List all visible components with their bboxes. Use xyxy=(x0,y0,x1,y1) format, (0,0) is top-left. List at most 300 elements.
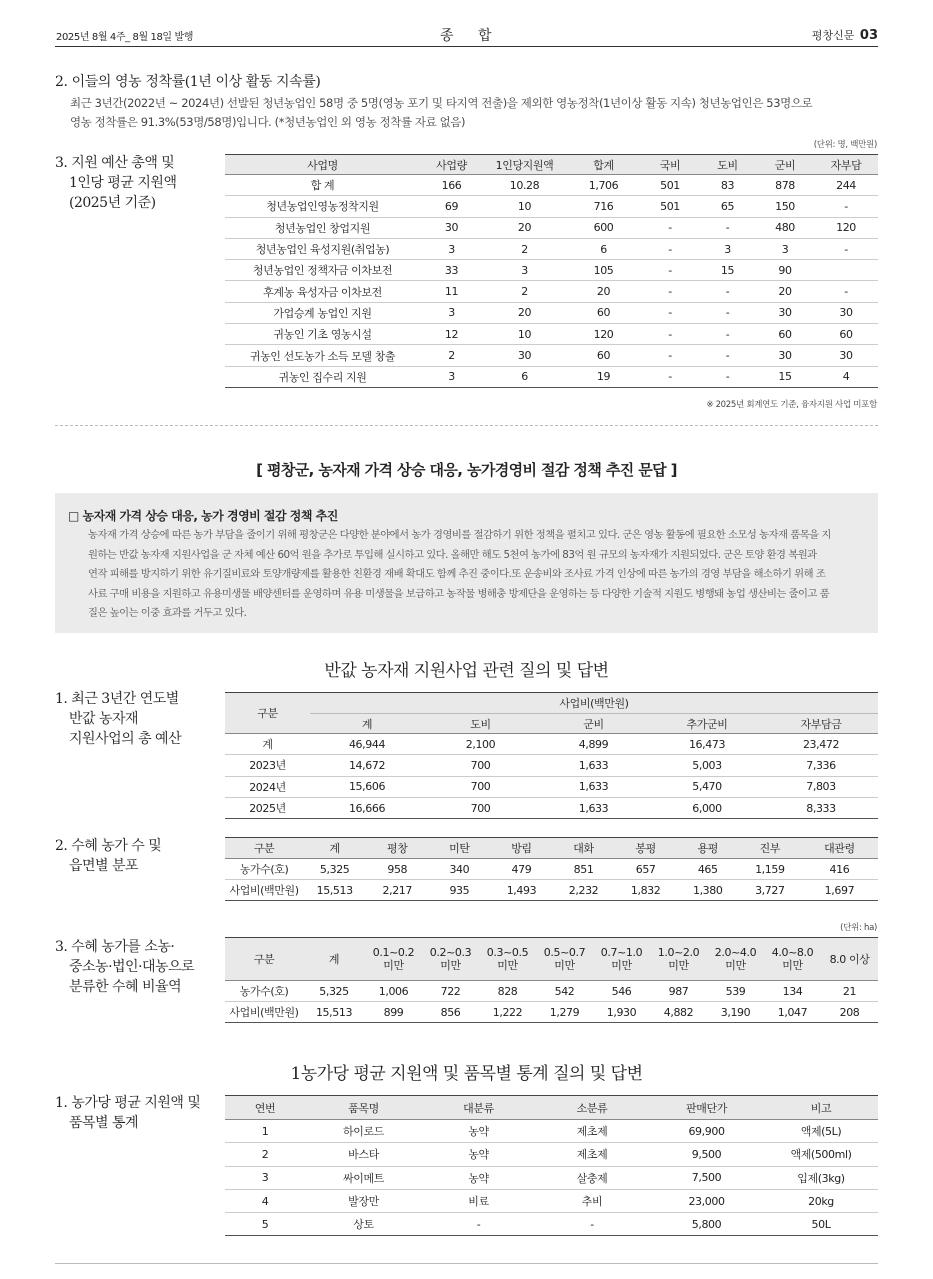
table-cell: 6 xyxy=(566,238,641,259)
column-header-line: 미만 xyxy=(611,959,632,972)
table-cell: - xyxy=(641,302,699,323)
table-row xyxy=(225,217,878,238)
settlement-rate-paragraph xyxy=(70,94,885,132)
table-cell: 60 xyxy=(756,324,814,345)
table-cell: 8,333 xyxy=(764,797,878,818)
table-cell: - xyxy=(699,302,756,323)
table-cell: 1,279 xyxy=(536,1002,593,1023)
table-cell: 5,003 xyxy=(650,755,764,776)
table-cell: 3 xyxy=(483,260,566,281)
column-header: 자부담 xyxy=(814,155,878,175)
table-cell: 700 xyxy=(424,797,537,818)
column-header: 도비 xyxy=(699,155,756,175)
column-header: 군비 xyxy=(537,714,650,734)
table-cell: 하이로드 xyxy=(305,1120,422,1143)
column-header: 1인당지원액 xyxy=(483,155,566,175)
table-cell: 208 xyxy=(821,1002,878,1023)
column-header xyxy=(593,938,650,981)
table-cell: 입제(3kg) xyxy=(764,1166,878,1189)
qa-banner-title: [ 평창군, 농자재 가격 상승 대응, 농가경영비 절감 정책 추진 문답 ] xyxy=(256,461,677,479)
question-line: (2025년 기준) xyxy=(69,195,156,211)
table-cell: 2023년 xyxy=(225,755,310,776)
column-header: 사업량 xyxy=(420,155,483,175)
table-row xyxy=(225,981,878,1002)
summary-line: 연작 피해를 방지하기 위한 유기질비료와 토양개량제를 활용한 친환경 재배 확대도 함께 추진 중이다.또 운송비와 조사료 가격 인상에 따른 농가의 경영 부담을 해소하기 위해 조 xyxy=(88,568,826,580)
table-row xyxy=(225,345,878,366)
table-row xyxy=(225,734,878,755)
budget-table xyxy=(225,154,878,388)
table-cell: 60 xyxy=(566,345,641,366)
table-cell: 싸이메트 xyxy=(305,1166,422,1189)
table-cell: 액제(500ml) xyxy=(764,1143,878,1166)
question-line: 3. 지원 예산 총액 및 xyxy=(55,155,175,171)
table-cell: 657 xyxy=(615,859,677,880)
column-header: 자부담금 xyxy=(764,714,878,734)
table-cell: 50L xyxy=(764,1213,878,1236)
column-group-header: 사업비(백만원) xyxy=(310,693,878,714)
question-line: 2. 수혜 농가 수 및 xyxy=(55,838,162,854)
question-beneficiary-count xyxy=(55,836,161,876)
question-line: 1. 농가당 평균 지원액 및 xyxy=(55,1095,201,1111)
column-header: 사업명 xyxy=(225,155,420,175)
table-cell: 5,800 xyxy=(649,1213,764,1236)
table-cell: 농약 xyxy=(422,1120,535,1143)
table-cell: 11 xyxy=(420,281,483,302)
table-row xyxy=(225,1120,878,1143)
table-row xyxy=(225,281,878,302)
table-cell: 가업승계 농업인 지원 xyxy=(225,302,420,323)
table-cell: 416 xyxy=(801,859,878,880)
table-cell: 166 xyxy=(420,175,483,196)
table-cell: 120 xyxy=(814,217,878,238)
table-cell: 청년농업인 정책자금 이차보전 xyxy=(225,260,420,281)
table-cell: 479 xyxy=(490,859,552,880)
table-cell: 120 xyxy=(566,324,641,345)
table-cell: - xyxy=(814,238,878,259)
question-line: 3. 수혜 농가를 소농· xyxy=(55,939,175,955)
table-cell: 1,930 xyxy=(593,1002,650,1023)
column-header xyxy=(650,938,707,981)
table-cell: 856 xyxy=(422,1002,479,1023)
table-row xyxy=(225,324,878,345)
column-header: 대관령 xyxy=(801,838,878,859)
farm-size-table xyxy=(225,937,878,1023)
table-cell: 2 xyxy=(483,238,566,259)
question-budget-by-year xyxy=(55,689,181,749)
table-cell: 1,493 xyxy=(490,880,552,901)
table-row xyxy=(225,366,878,387)
table-cell: 4,882 xyxy=(650,1002,707,1023)
table-cell: 700 xyxy=(424,776,537,797)
table-cell: 5,325 xyxy=(303,981,365,1002)
table-cell: 귀농인 선도농가 소득 모델 창출 xyxy=(225,345,420,366)
table-cell: 농가수(호) xyxy=(225,981,303,1002)
table-cell: 농가수(호) xyxy=(225,859,303,880)
policy-summary-title: □ 농자재 가격 상승 대응, 농가 경영비 절감 정책 추진 xyxy=(68,509,338,523)
column-header: 연번 xyxy=(225,1096,305,1120)
column-header xyxy=(365,938,422,981)
table-cell: 바스타 xyxy=(305,1143,422,1166)
table-cell: 1,633 xyxy=(537,776,650,797)
table-cell: 15 xyxy=(699,260,756,281)
table-cell: 851 xyxy=(552,859,614,880)
table-cell: 1,380 xyxy=(677,880,739,901)
table-cell: - xyxy=(699,281,756,302)
column-header-line: 계 xyxy=(328,952,340,966)
table-cell: 1,832 xyxy=(615,880,677,901)
table-cell: 추비 xyxy=(535,1189,649,1212)
table-cell: 10.28 xyxy=(483,175,566,196)
column-header: 구분 xyxy=(225,693,310,734)
table-cell: 9,500 xyxy=(649,1143,764,1166)
table-cell: 10 xyxy=(483,196,566,217)
table-cell: 244 xyxy=(814,175,878,196)
table-cell: 20 xyxy=(483,217,566,238)
column-header-line: 8.0 이상 xyxy=(829,952,870,966)
table-cell: 65 xyxy=(699,196,756,217)
column-header: 대화 xyxy=(552,838,614,859)
table-cell: 2,100 xyxy=(424,734,537,755)
table-cell: 1 xyxy=(225,1120,305,1143)
table-cell: 60 xyxy=(566,302,641,323)
paper-masthead xyxy=(812,27,878,43)
column-header: 국비 xyxy=(641,155,699,175)
column-header-line: 미만 xyxy=(668,959,689,972)
table-cell: 4 xyxy=(225,1189,305,1212)
table-cell: 2025년 xyxy=(225,797,310,818)
column-header-line: 0.5~0.7 xyxy=(543,946,586,959)
table-cell: 465 xyxy=(677,859,739,880)
table-cell: 700 xyxy=(424,755,537,776)
table-cell: - xyxy=(641,345,699,366)
table-cell: 계 xyxy=(225,734,310,755)
table-cell: 귀농인 기초 영농시설 xyxy=(225,324,420,345)
table-cell: 3 xyxy=(420,366,483,387)
column-header: 품목명 xyxy=(305,1096,422,1120)
table-cell: - xyxy=(699,366,756,387)
table-cell: 3 xyxy=(420,238,483,259)
column-header-line: 2.0~4.0 xyxy=(714,946,757,959)
table-cell: 2,217 xyxy=(366,880,428,901)
column-header-line: 미만 xyxy=(440,959,461,972)
table-row xyxy=(225,776,878,797)
table-cell: 987 xyxy=(650,981,707,1002)
table-cell: 농약 xyxy=(422,1143,535,1166)
table-row xyxy=(225,1166,878,1189)
column-header-line: 0.3~0.5 xyxy=(486,946,529,959)
table-cell: 2,232 xyxy=(552,880,614,901)
table-cell: 716 xyxy=(566,196,641,217)
table-cell: 6,000 xyxy=(650,797,764,818)
column-header-line: 4.0~8.0 xyxy=(771,946,814,959)
table-cell: 3 xyxy=(756,238,814,259)
table-cell: 935 xyxy=(428,880,490,901)
column-header: 봉평 xyxy=(615,838,677,859)
table-row xyxy=(225,1002,878,1023)
table-cell: 21 xyxy=(821,981,878,1002)
table-cell: - xyxy=(422,1213,535,1236)
table-cell: 20 xyxy=(756,281,814,302)
column-header xyxy=(707,938,764,981)
table-row xyxy=(225,302,878,323)
section-divider xyxy=(55,425,878,426)
qa-heading-half-price: 반값 농자재 지원사업 관련 질의 및 답변 xyxy=(324,661,609,681)
table-cell: 농약 xyxy=(422,1166,535,1189)
table-cell: 480 xyxy=(756,217,814,238)
table-cell: 1,006 xyxy=(365,981,422,1002)
table-cell: 4,899 xyxy=(537,734,650,755)
table-cell: 20 xyxy=(566,281,641,302)
table-cell: 청년농업인 육성지원(취업농) xyxy=(225,238,420,259)
summary-line: 원하는 반값 농자재 지원사업을 군 자체 예산 60억 원을 추가로 투입해 실시하고 있다. 올해만 해도 5천여 농가에 83억 원 규모의 농자재가 지원되었다. 군은 토양 환경 복원과 xyxy=(88,548,817,561)
paragraph-line: 최근 3년간(2022년 ~ 2024년) 선발된 청년농업인 58명 중 5명(영농 포기 및 타지역 전출)을 제외한 영농정착(1년이상 활동 지속) 청년농업인은 53명으로 xyxy=(70,96,813,110)
table-cell: 14,672 xyxy=(310,755,424,776)
paragraph-line: 영농 정착률은 91.3%(53명/58명)입니다. (*청년농업인 외 영농 정착률 자료 없음) xyxy=(70,115,466,129)
table-cell: 878 xyxy=(756,175,814,196)
table-cell: - xyxy=(814,281,878,302)
column-header: 진부 xyxy=(739,838,801,859)
table-cell: 7,803 xyxy=(764,776,878,797)
table-cell: 546 xyxy=(593,981,650,1002)
beneficiary-by-town-table xyxy=(225,837,878,901)
table-cell: 30 xyxy=(483,345,566,366)
table-cell: 1,697 xyxy=(801,880,878,901)
column-header xyxy=(422,938,479,981)
header-rule xyxy=(55,46,878,47)
table-cell: 발장만 xyxy=(305,1189,422,1212)
section-name: 종 합 xyxy=(440,28,502,44)
column-header: 계 xyxy=(310,714,424,734)
table-cell: 4 xyxy=(814,366,878,387)
table-cell: - xyxy=(699,345,756,366)
table-row xyxy=(225,1213,878,1236)
table-cell: 23,000 xyxy=(649,1189,764,1212)
summary-line: 질은 높이는 이중 효과를 거두고 있다. xyxy=(88,607,247,619)
table-cell: 340 xyxy=(428,859,490,880)
table-cell: 46,944 xyxy=(310,734,424,755)
paper-name: 평창신문 xyxy=(811,29,855,42)
issue-date: 2025년 8월 4주_ 8월 18일 발행 xyxy=(56,32,193,43)
column-header-line: 미만 xyxy=(782,959,803,972)
column-header-line: 미만 xyxy=(554,959,575,972)
table-cell: 1,047 xyxy=(764,1002,821,1023)
table-cell: - xyxy=(699,217,756,238)
table-cell: 542 xyxy=(536,981,593,1002)
table-cell: - xyxy=(641,260,699,281)
table-cell: 30 xyxy=(814,345,878,366)
table-row xyxy=(225,880,878,901)
column-header: 미탄 xyxy=(428,838,490,859)
column-header-line: 미만 xyxy=(497,959,518,972)
unit-label: (단위: 명, 백만원) xyxy=(813,140,877,150)
table-cell: 19 xyxy=(566,366,641,387)
table-cell: 958 xyxy=(366,859,428,880)
qa-heading-per-farm: 1농가당 평균 지원액 및 품목별 통계 질의 및 답변 xyxy=(290,1064,643,1084)
table-cell: 15 xyxy=(756,366,814,387)
table-cell: 60 xyxy=(814,324,878,345)
column-header: 용평 xyxy=(677,838,739,859)
table-cell: - xyxy=(641,281,699,302)
table-row xyxy=(225,859,878,880)
table-note: ※ 2025년 회계연도 기준, 융자지원 사업 미포함 xyxy=(706,400,877,410)
column-header xyxy=(764,938,821,981)
column-header: 추가군비 xyxy=(650,714,764,734)
table-cell: 2 xyxy=(420,345,483,366)
table-cell: 상토 xyxy=(305,1213,422,1236)
table-cell: - xyxy=(699,324,756,345)
settlement-rate-title: 2. 이들의 영농 정착률(1년 이상 활동 지속률) xyxy=(55,74,321,90)
column-header: 계 xyxy=(303,838,366,859)
column-header: 평창 xyxy=(366,838,428,859)
table-cell: - xyxy=(641,324,699,345)
table-header-row xyxy=(225,155,878,175)
question-line: 분류한 수혜 비율역 xyxy=(69,979,182,995)
table-row xyxy=(225,238,878,259)
column-header: 구분 xyxy=(225,838,303,859)
table-cell: 7,336 xyxy=(764,755,878,776)
page-number: 03 xyxy=(859,28,878,43)
table-row xyxy=(225,260,878,281)
table-cell: 청년농업인영농정착지원 xyxy=(225,196,420,217)
table-cell: 20 xyxy=(483,302,566,323)
column-header: 군비 xyxy=(756,155,814,175)
table-cell: 105 xyxy=(566,260,641,281)
table-cell: - xyxy=(641,366,699,387)
table-cell: 1,706 xyxy=(566,175,641,196)
table-cell: 청년농업인 창업지원 xyxy=(225,217,420,238)
budget-by-year-table xyxy=(225,692,878,819)
bottom-rule xyxy=(55,1263,878,1264)
table-cell: 15,513 xyxy=(303,880,366,901)
table-cell: 1,159 xyxy=(739,859,801,880)
table-cell: 비료 xyxy=(422,1189,535,1212)
table-cell: 23,472 xyxy=(764,734,878,755)
question-line: 중소농·법인·대농으로 xyxy=(69,959,195,975)
table-cell: 899 xyxy=(365,1002,422,1023)
column-header-line: 구분 xyxy=(253,952,275,966)
table-cell: 3,727 xyxy=(739,880,801,901)
question-line: 1. 최근 3년간 연도별 xyxy=(55,691,179,707)
table-cell: 살충제 xyxy=(535,1166,649,1189)
column-header-line: 0.2~0.3 xyxy=(429,946,472,959)
table-cell: 2024년 xyxy=(225,776,310,797)
table-cell: 사업비(백만원) xyxy=(225,1002,303,1023)
policy-summary-body xyxy=(88,526,868,624)
table-cell: 15,513 xyxy=(303,1002,365,1023)
table-cell: 7,500 xyxy=(649,1166,764,1189)
table-row xyxy=(225,196,878,217)
table-cell: - xyxy=(814,196,878,217)
table-cell: 69 xyxy=(420,196,483,217)
table-cell: 2 xyxy=(225,1143,305,1166)
table-cell: 828 xyxy=(479,981,536,1002)
table-row xyxy=(225,1189,878,1212)
table-cell: 15,606 xyxy=(310,776,424,797)
question-line: 품목별 통계 xyxy=(69,1115,139,1131)
budget-question xyxy=(55,153,176,213)
table-cell: 5,470 xyxy=(650,776,764,797)
table-cell: 사업비(백만원) xyxy=(225,880,303,901)
summary-line: 사료 구매 비용을 지원하고 유용미생물 배양센터를 운영하며 유용 미생물을 보급하고 농작물 병해충 방제단을 운영하는 등 다양한 기술적 지원도 병행돼 농업 생산비는 줄이고 품 xyxy=(88,587,830,600)
table-cell: 3 xyxy=(225,1166,305,1189)
column-header: 소분류 xyxy=(535,1096,649,1120)
table-cell: 90 xyxy=(756,260,814,281)
table-cell: 722 xyxy=(422,981,479,1002)
table-cell: 30 xyxy=(420,217,483,238)
column-header-line: 0.7~1.0 xyxy=(600,946,643,959)
question-farm-size xyxy=(55,937,194,997)
table-cell: 10 xyxy=(483,324,566,345)
table-cell: - xyxy=(641,217,699,238)
column-header: 비고 xyxy=(764,1096,878,1120)
question-line: 1인당 평균 지원액 xyxy=(69,175,177,191)
question-line: 반값 농자재 xyxy=(69,711,139,727)
column-header xyxy=(821,938,878,981)
column-header-line: 미만 xyxy=(725,959,746,972)
table-cell: 제초제 xyxy=(535,1143,649,1166)
column-header xyxy=(303,938,365,981)
table-cell: 후계농 육성자금 이차보전 xyxy=(225,281,420,302)
column-header-line: 0.1~0.2 xyxy=(372,946,415,959)
table-cell: 30 xyxy=(756,302,814,323)
unit-label: (단위: ha) xyxy=(840,923,877,933)
table-cell: 1,222 xyxy=(479,1002,536,1023)
table-cell: 83 xyxy=(699,175,756,196)
table-cell: - xyxy=(641,238,699,259)
table-row xyxy=(225,797,878,818)
question-line: 지원사업의 총 예산 xyxy=(69,731,182,747)
column-header xyxy=(225,938,303,981)
table-cell: 20kg xyxy=(764,1189,878,1212)
column-header-line: 1.0~2.0 xyxy=(657,946,700,959)
table-cell: 12 xyxy=(420,324,483,345)
table-cell: 합 계 xyxy=(225,175,420,196)
column-header-line: 미만 xyxy=(383,959,404,972)
table-cell: 제초제 xyxy=(535,1120,649,1143)
table-cell: 600 xyxy=(566,217,641,238)
column-header: 대분류 xyxy=(422,1096,535,1120)
table-cell: 16,666 xyxy=(310,797,424,818)
table-cell: 539 xyxy=(707,981,764,1002)
column-header xyxy=(479,938,536,981)
table-cell: 30 xyxy=(814,302,878,323)
column-header xyxy=(536,938,593,981)
table-row xyxy=(225,1143,878,1166)
column-header: 도비 xyxy=(424,714,537,734)
column-header: 판매단가 xyxy=(649,1096,764,1120)
table-cell: 6 xyxy=(483,366,566,387)
table-cell: 5,325 xyxy=(303,859,366,880)
item-statistics-table xyxy=(225,1095,878,1236)
table-cell: 3 xyxy=(699,238,756,259)
table-cell: 150 xyxy=(756,196,814,217)
table-cell: 액제(5L) xyxy=(764,1120,878,1143)
column-header: 합계 xyxy=(566,155,641,175)
table-cell: 501 xyxy=(641,196,699,217)
table-cell: 3,190 xyxy=(707,1002,764,1023)
table-row xyxy=(225,755,878,776)
table-cell: 69,900 xyxy=(649,1120,764,1143)
table-cell: 16,473 xyxy=(650,734,764,755)
table-cell: 501 xyxy=(641,175,699,196)
table-cell: 귀농인 집수리 지원 xyxy=(225,366,420,387)
table-cell: - xyxy=(535,1213,649,1236)
table-cell: 134 xyxy=(764,981,821,1002)
question-per-farm-average xyxy=(55,1093,200,1133)
table-cell xyxy=(814,260,878,281)
column-header: 방림 xyxy=(490,838,552,859)
table-cell: 30 xyxy=(756,345,814,366)
